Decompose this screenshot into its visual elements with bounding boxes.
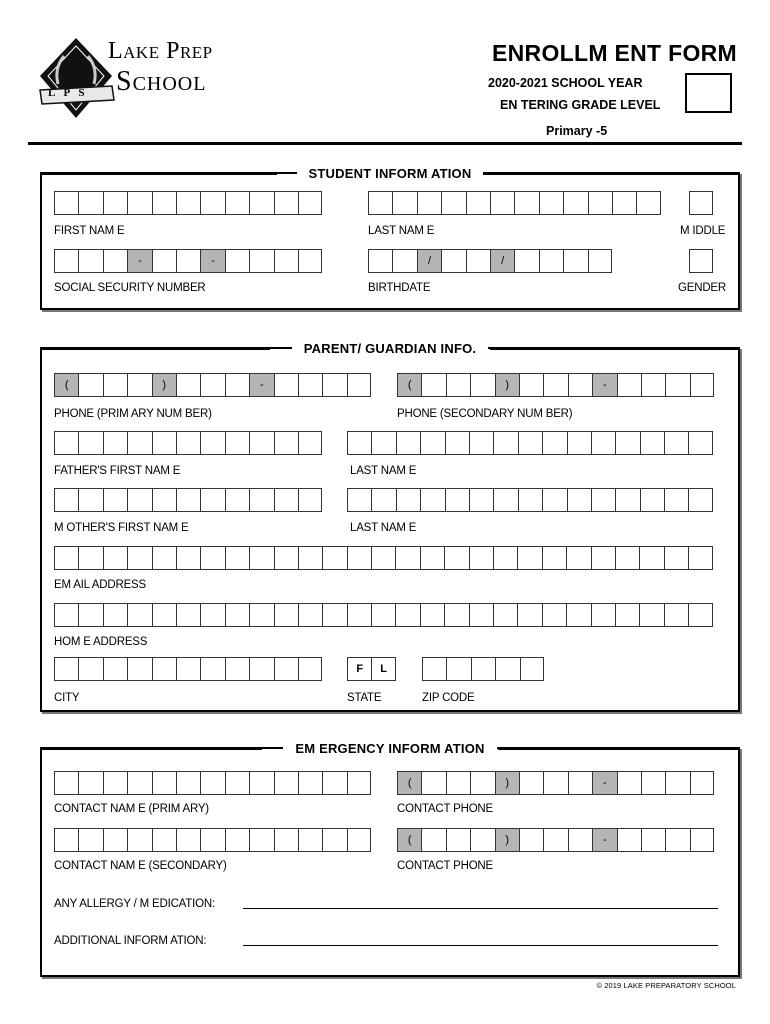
contact-name-primary-label: CONTACT NAM E (PRIM ARY): [54, 803, 209, 815]
char-box[interactable]: [176, 828, 200, 852]
char-box[interactable]: [469, 488, 493, 512]
mother-first-name-field[interactable]: [54, 488, 322, 512]
char-box[interactable]: [274, 771, 298, 795]
char-box[interactable]: [445, 488, 469, 512]
char-box[interactable]: [225, 488, 249, 512]
char-box[interactable]: [274, 603, 298, 627]
char-box[interactable]: [152, 603, 176, 627]
middle-label: M IDDLE: [680, 225, 726, 237]
char-box[interactable]: [298, 546, 322, 570]
char-box[interactable]: [347, 431, 371, 455]
char-box[interactable]: [520, 657, 544, 681]
form-title: ENROLLM ENT FORM: [492, 40, 737, 66]
contact-phone-secondary-field[interactable]: ( ) -: [397, 828, 714, 852]
char-box[interactable]: [103, 191, 127, 215]
char-box[interactable]: [422, 657, 446, 681]
email-address-label: EM AIL ADDRESS: [54, 579, 147, 591]
state-field[interactable]: F L: [347, 657, 396, 681]
char-box[interactable]: [152, 431, 176, 455]
mother-last-name-field[interactable]: [347, 488, 713, 512]
char-box[interactable]: [517, 546, 541, 570]
emergency-section-title: EM ERGENCY INFORM ATION: [283, 741, 496, 756]
char-box[interactable]: [274, 657, 298, 681]
char-box[interactable]: [176, 191, 200, 215]
home-address-field[interactable]: [54, 603, 713, 627]
birthdate-label: BIRTHDATE: [368, 282, 431, 294]
grade-level-field[interactable]: [685, 73, 732, 113]
char-box[interactable]: [274, 828, 298, 852]
birthdate-field[interactable]: [368, 249, 612, 273]
char-box[interactable]: [225, 771, 249, 795]
char-box[interactable]: [322, 546, 346, 570]
char-box[interactable]: [517, 603, 541, 627]
char-box[interactable]: [612, 191, 636, 215]
father-first-name-field[interactable]: [54, 431, 322, 455]
char-box[interactable]: [588, 191, 612, 215]
char-box[interactable]: [395, 546, 419, 570]
char-box[interactable]: [176, 657, 200, 681]
char-box[interactable]: [200, 431, 224, 455]
char-box[interactable]: [664, 488, 688, 512]
char-box[interactable]: [78, 546, 102, 570]
char-box[interactable]: [615, 603, 639, 627]
char-box[interactable]: [78, 771, 102, 795]
char-box[interactable]: [420, 603, 444, 627]
char-box[interactable]: [274, 546, 298, 570]
contact-name-secondary-label: CONTACT NAM E (SECONDARY): [54, 860, 227, 872]
char-box[interactable]: [103, 546, 127, 570]
mother-last-name-label: LAST NAM E: [350, 522, 417, 534]
gender-field[interactable]: [689, 249, 713, 273]
middle-initial-field[interactable]: [689, 191, 713, 215]
char-box[interactable]: [298, 191, 322, 215]
first-name-field[interactable]: [54, 191, 322, 215]
char-box[interactable]: [103, 771, 127, 795]
char-box[interactable]: [176, 488, 200, 512]
char-box[interactable]: [566, 603, 590, 627]
char-box[interactable]: [469, 603, 493, 627]
char-box[interactable]: [664, 546, 688, 570]
char-box[interactable]: [54, 191, 78, 215]
ssn-separator: -: [200, 249, 224, 273]
char-box[interactable]: [78, 828, 102, 852]
contact-phone-primary-field[interactable]: ( ) -: [397, 771, 714, 795]
char-box[interactable]: [615, 546, 639, 570]
char-box[interactable]: [78, 431, 102, 455]
char-box[interactable]: [225, 546, 249, 570]
char-box[interactable]: [152, 546, 176, 570]
char-box[interactable]: [688, 546, 712, 570]
char-box[interactable]: [688, 431, 712, 455]
char-box[interactable]: [274, 191, 298, 215]
char-box[interactable]: [615, 431, 639, 455]
zip-code-label: ZIP CODE: [422, 692, 475, 704]
char-box[interactable]: [78, 657, 102, 681]
char-box[interactable]: [591, 431, 615, 455]
char-box[interactable]: [471, 657, 495, 681]
char-box[interactable]: [225, 603, 249, 627]
char-box[interactable]: [249, 771, 273, 795]
last-name-label: LAST NAM E: [368, 225, 435, 237]
char-box[interactable]: [103, 828, 127, 852]
last-name-field[interactable]: [368, 191, 661, 215]
phone-secondary-label: PHONE (SECONDARY NUM BER): [397, 408, 573, 420]
char-box[interactable]: [392, 191, 416, 215]
ssn-separator: -: [127, 249, 151, 273]
logo-line-2: School: [116, 66, 207, 97]
zip-code-field[interactable]: [422, 657, 544, 681]
char-box[interactable]: [542, 603, 566, 627]
char-box[interactable]: [54, 546, 78, 570]
char-box[interactable]: [396, 431, 420, 455]
char-box[interactable]: [200, 191, 224, 215]
char-box[interactable]: [567, 488, 591, 512]
char-box[interactable]: [54, 603, 78, 627]
char-box[interactable]: [127, 828, 151, 852]
char-box[interactable]: [127, 546, 151, 570]
email-address-field[interactable]: [54, 546, 713, 570]
char-box[interactable]: [347, 488, 371, 512]
char-box[interactable]: [664, 603, 688, 627]
char-box[interactable]: [444, 546, 468, 570]
char-box[interactable]: [395, 603, 419, 627]
state-label: STATE: [347, 692, 382, 704]
date-separator: /: [417, 249, 441, 273]
char-box[interactable]: [225, 431, 249, 455]
char-box[interactable]: [249, 657, 273, 681]
char-box[interactable]: [152, 771, 176, 795]
home-address-label: HOM E ADDRESS: [54, 636, 148, 648]
phone-primary-label: PHONE (PRIM ARY NUM BER): [54, 408, 212, 420]
char-box[interactable]: [322, 771, 346, 795]
date-separator: /: [490, 249, 514, 273]
school-logo: [34, 34, 234, 124]
char-box[interactable]: [152, 657, 176, 681]
allergy-label: ANY ALLERGY / M EDICATION:: [54, 898, 215, 910]
father-last-name-label: LAST NAM E: [350, 465, 417, 477]
char-box[interactable]: [371, 431, 395, 455]
father-last-name-field[interactable]: [347, 431, 713, 455]
char-box[interactable]: [495, 657, 519, 681]
char-box[interactable]: [444, 603, 468, 627]
char-box[interactable]: [152, 191, 176, 215]
char-box[interactable]: [566, 546, 590, 570]
char-box[interactable]: [127, 488, 151, 512]
char-box[interactable]: [298, 603, 322, 627]
char-box[interactable]: [103, 657, 127, 681]
additional-info-input-line[interactable]: [243, 945, 718, 946]
char-box[interactable]: [591, 603, 615, 627]
phone-secondary-field[interactable]: ( ) -: [397, 373, 714, 397]
char-box[interactable]: [200, 546, 224, 570]
char-box[interactable]: [103, 431, 127, 455]
char-box[interactable]: [518, 431, 542, 455]
char-box[interactable]: [176, 603, 200, 627]
char-box[interactable]: [347, 546, 371, 570]
char-box[interactable]: [640, 488, 664, 512]
char-box[interactable]: [368, 191, 392, 215]
char-box[interactable]: [322, 603, 346, 627]
program-label: Primary -5: [546, 124, 608, 138]
char-box[interactable]: [420, 488, 444, 512]
char-box[interactable]: [567, 431, 591, 455]
char-box[interactable]: [371, 546, 395, 570]
char-box[interactable]: [200, 603, 224, 627]
parent-section-title: PARENT/ GUARDIAN INFO.: [292, 341, 488, 356]
char-box[interactable]: [446, 657, 470, 681]
char-box[interactable]: [420, 431, 444, 455]
allergy-input-line[interactable]: [243, 908, 718, 909]
char-box[interactable]: [639, 603, 663, 627]
char-box[interactable]: [639, 546, 663, 570]
char-box[interactable]: [176, 546, 200, 570]
char-box[interactable]: [54, 431, 78, 455]
contact-phone-primary-label: CONTACT PHONE: [397, 803, 494, 815]
char-box[interactable]: [466, 191, 490, 215]
char-box[interactable]: [152, 828, 176, 852]
char-box[interactable]: [249, 603, 273, 627]
char-box[interactable]: [54, 657, 78, 681]
char-box[interactable]: [127, 657, 151, 681]
char-box[interactable]: [347, 603, 371, 627]
char-box[interactable]: [298, 431, 322, 455]
contact-phone-secondary-label: CONTACT PHONE: [397, 860, 494, 872]
char-box[interactable]: [371, 488, 395, 512]
char-box[interactable]: [54, 828, 78, 852]
char-box[interactable]: [322, 828, 346, 852]
char-box[interactable]: [636, 191, 660, 215]
char-box[interactable]: [274, 488, 298, 512]
char-box[interactable]: [200, 657, 224, 681]
ssn-label: SOCIAL SECURITY NUMBER: [54, 282, 206, 294]
char-box[interactable]: [78, 191, 102, 215]
char-box[interactable]: [493, 488, 517, 512]
char-box[interactable]: [347, 828, 371, 852]
char-box[interactable]: [396, 488, 420, 512]
additional-info-label: ADDITIONAL INFORM ATION:: [54, 935, 207, 947]
char-box[interactable]: [445, 431, 469, 455]
char-box[interactable]: [200, 771, 224, 795]
char-box[interactable]: [591, 488, 615, 512]
char-box[interactable]: [78, 488, 102, 512]
char-box[interactable]: [469, 546, 493, 570]
char-box[interactable]: [298, 657, 322, 681]
gender-label: GENDER: [678, 282, 727, 294]
char-box[interactable]: [103, 603, 127, 627]
char-box[interactable]: [249, 431, 273, 455]
char-box[interactable]: [225, 828, 249, 852]
char-box[interactable]: [493, 603, 517, 627]
char-box[interactable]: [54, 771, 78, 795]
char-box[interactable]: [493, 431, 517, 455]
char-box[interactable]: [127, 431, 151, 455]
char-box[interactable]: [490, 191, 514, 215]
char-box[interactable]: [371, 603, 395, 627]
char-box[interactable]: [249, 828, 273, 852]
first-name-label: FIRST NAM E: [54, 225, 125, 237]
char-box[interactable]: [200, 488, 224, 512]
char-box[interactable]: [518, 488, 542, 512]
char-box[interactable]: [225, 191, 249, 215]
char-box[interactable]: [417, 191, 441, 215]
char-box[interactable]: [249, 546, 273, 570]
char-box[interactable]: [688, 488, 712, 512]
char-box[interactable]: [591, 546, 615, 570]
father-first-name-label: FATHER'S FIRST NAM E: [54, 465, 181, 477]
char-box[interactable]: [54, 488, 78, 512]
contact-name-secondary-field[interactable]: [54, 828, 371, 852]
char-box[interactable]: [469, 431, 493, 455]
char-box[interactable]: [542, 488, 566, 512]
char-box[interactable]: [274, 431, 298, 455]
char-box[interactable]: [347, 771, 371, 795]
char-box[interactable]: [615, 488, 639, 512]
char-box[interactable]: [103, 488, 127, 512]
logo-monogram: L P S: [48, 87, 88, 99]
char-box[interactable]: [563, 191, 587, 215]
phone-primary-field[interactable]: ( ) -: [54, 373, 371, 397]
char-box[interactable]: [176, 431, 200, 455]
copyright: © 2019 LAKE PREPARATORY SCHOOL: [596, 981, 736, 990]
char-box[interactable]: [514, 191, 538, 215]
char-box[interactable]: [298, 488, 322, 512]
contact-name-primary-field[interactable]: [54, 771, 371, 795]
mother-first-name-label: M OTHER'S FIRST NAM E: [54, 522, 189, 534]
char-box[interactable]: [152, 488, 176, 512]
char-box[interactable]: [298, 771, 322, 795]
char-box[interactable]: [539, 191, 563, 215]
logo-line-1: Lake Prep: [108, 38, 213, 64]
header-divider: [28, 142, 742, 145]
char-box[interactable]: [298, 828, 322, 852]
char-box[interactable]: [78, 603, 102, 627]
city-label: CITY: [54, 692, 80, 704]
char-box[interactable]: [664, 431, 688, 455]
char-box[interactable]: [249, 488, 273, 512]
school-year: 2020-2021 SCHOOL YEAR: [488, 76, 643, 90]
char-box[interactable]: [420, 546, 444, 570]
char-box[interactable]: [200, 828, 224, 852]
char-box[interactable]: [127, 603, 151, 627]
char-box[interactable]: [493, 546, 517, 570]
student-section-title: STUDENT INFORM ATION: [297, 166, 484, 181]
char-box[interactable]: [640, 431, 664, 455]
char-box[interactable]: [542, 546, 566, 570]
char-box[interactable]: [249, 191, 273, 215]
char-box[interactable]: [127, 191, 151, 215]
char-box[interactable]: [127, 771, 151, 795]
char-box[interactable]: [225, 657, 249, 681]
char-box[interactable]: [176, 771, 200, 795]
char-box[interactable]: [542, 431, 566, 455]
ssn-field[interactable]: [54, 249, 322, 273]
city-field[interactable]: [54, 657, 322, 681]
char-box[interactable]: [441, 191, 465, 215]
char-box[interactable]: [688, 603, 712, 627]
entering-grade-label: EN TERING GRADE LEVEL: [500, 98, 661, 112]
